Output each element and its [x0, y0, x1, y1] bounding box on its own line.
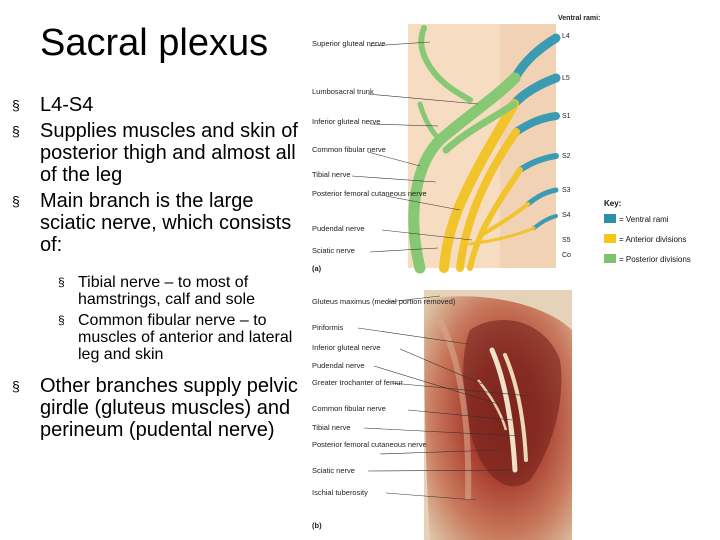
bullet-marker: § [12, 193, 20, 209]
ramus-label: L5 [562, 75, 570, 82]
sub-bullet-item [10, 312, 300, 363]
label-ischial-tuberosity: Ischial tuberosity [312, 488, 368, 497]
sub-bullet-item [10, 274, 300, 308]
label-posterior-femoral-cutaneous-nerve: Posterior femoral cutaneous nerve [312, 440, 427, 449]
bullet-item [10, 94, 300, 116]
svg-text:Ischial tuberosity [312, 488, 368, 497]
svg-text:Sciatic nerve [312, 466, 355, 475]
bullet-item [10, 190, 300, 256]
label-greater-trochanter: Greater trochanter of femur [312, 378, 403, 387]
key-label: = Anterior divisions [619, 235, 687, 244]
key-swatch-ventral-rami [604, 214, 616, 223]
bullet-marker: § [12, 378, 20, 394]
label-superior-gluteal-nerve: Superior gluteal nerve [312, 39, 386, 48]
bullet-text: Other branches supply pelvic girdle (gluteus muscles) and perineum (pudental nerve) [40, 375, 298, 441]
key-label: = Posterior divisions [619, 255, 691, 264]
bullet-item [10, 375, 300, 441]
label-gluteus-maximus: Gluteus maximus (medial portion removed) [312, 297, 456, 306]
panel-letter-b: (b) [312, 521, 322, 530]
key-swatch-anterior-divisions [604, 234, 616, 243]
bullet-marker: § [58, 313, 65, 327]
svg-text:Inferior gluteal nerve [312, 117, 380, 126]
bullet-marker: § [12, 97, 20, 113]
dissection-photo [424, 290, 572, 540]
ramus-label: L4 [562, 33, 570, 40]
ramus-label: S1 [562, 113, 571, 120]
svg-text:Posterior femoral cutaneous ne [312, 440, 427, 449]
label-tibial-nerve: Tibial nerve [312, 423, 351, 432]
svg-text:Tibial nerve [312, 423, 351, 432]
svg-text:Gluteus maximus (medial portio [312, 297, 456, 306]
label-common-fibular-nerve: Common fibular nerve [312, 404, 386, 413]
bullet-text: Supplies muscles and skin of posterior thigh and almost all of the leg [40, 120, 298, 186]
sacral-plexus-figure [306, 8, 720, 540]
svg-text:Common fibular nerve [312, 404, 386, 413]
ramus-label: Co [562, 252, 571, 259]
sub-bullet-text: Tibial nerve – to most of hamstrings, calf and sole [78, 274, 255, 308]
bullet-marker: § [58, 275, 65, 289]
svg-text:Posterior femoral cutaneous ne [312, 189, 427, 198]
key-label: = Ventral rami [619, 215, 669, 224]
label-inferior-gluteal-nerve: Inferior gluteal nerve [312, 343, 381, 352]
ramus-label: S5 [562, 237, 571, 244]
key-title: Key: [604, 199, 622, 208]
rami-labels [558, 15, 600, 259]
sub-bullet-text: Common fibular nerve – to muscles of anterior and lateral leg and skin [78, 312, 293, 363]
bullet-text: L4-S4 [40, 94, 94, 116]
svg-text:Lumbosacral trunk [312, 87, 374, 96]
ramus-label: S2 [562, 153, 571, 160]
svg-text:Tibial nerve [312, 170, 351, 179]
ramus-label: S3 [562, 187, 571, 194]
bullet-item [10, 120, 300, 186]
label-lumbosacral-trunk: Lumbosacral trunk [312, 87, 374, 96]
svg-text:Pudendal nerve [312, 224, 365, 233]
label-posterior-femoral-cutaneous-nerve: Posterior femoral cutaneous nerve [312, 189, 427, 198]
bullet-list [10, 94, 300, 445]
svg-text:Inferior gluteal nerve [312, 343, 380, 352]
color-key [604, 199, 691, 264]
svg-text:Sciatic nerve [312, 246, 355, 255]
slide-title: Sacral plexus [40, 22, 269, 64]
label-pudendal-nerve: Pudendal nerve [312, 361, 365, 370]
svg-text:Greater trochanter of femur [312, 378, 403, 387]
bullet-text: Main branch is the large sciatic nerve, which consists of: [40, 190, 292, 256]
ramus-label: S4 [562, 212, 571, 219]
label-tibial-nerve: Tibial nerve [312, 170, 351, 179]
svg-text:Common fibular nerve [312, 145, 386, 154]
label-common-fibular-nerve: Common fibular nerve [312, 145, 386, 154]
label-piriformis: Piriformis [312, 323, 344, 332]
label-sciatic-nerve: Sciatic nerve [312, 466, 355, 475]
panel-letter-a: (a) [312, 264, 322, 273]
svg-text:Piriformis [312, 323, 343, 332]
svg-text:Superior gluteal nerve [312, 39, 385, 48]
label-sciatic-nerve: Sciatic nerve [312, 246, 355, 255]
svg-text:Pudendal nerve [312, 361, 365, 370]
key-swatch-posterior-divisions [604, 254, 616, 263]
bullet-marker: § [12, 123, 20, 139]
ventral-rami-title: Ventral rami: [558, 15, 601, 22]
label-inferior-gluteal-nerve: Inferior gluteal nerve [312, 117, 381, 126]
label-pudendal-nerve: Pudendal nerve [312, 224, 365, 233]
